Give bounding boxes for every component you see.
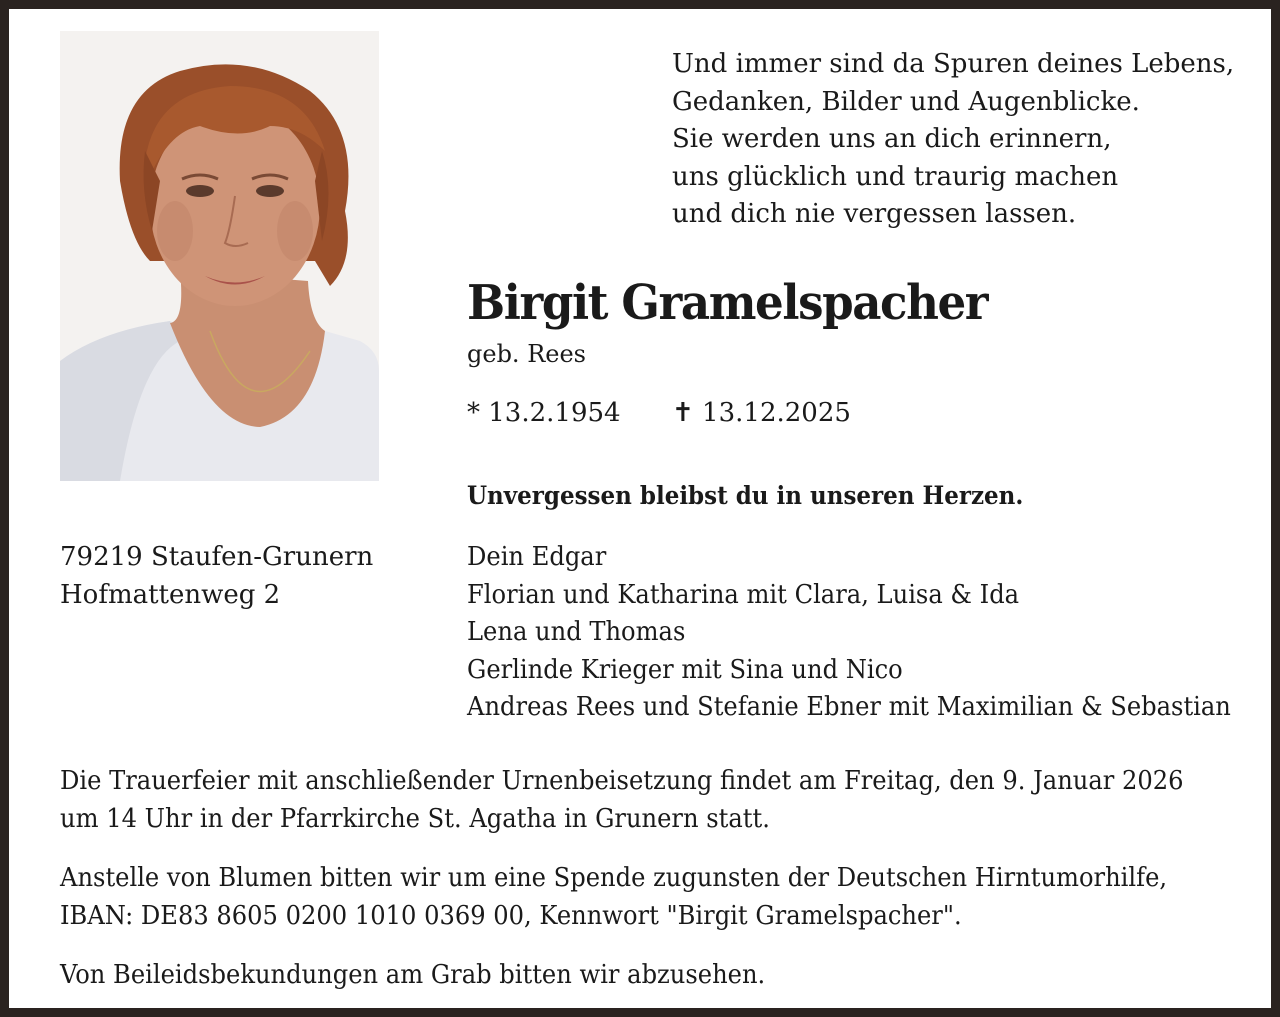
ceremony-notice [60, 763, 1184, 838]
memorial-motto: Unvergessen bleibst du in unseren Herzen. [467, 481, 1024, 510]
maiden-name: geb. Rees [467, 340, 586, 368]
birth-date: * 13.2.1954 [467, 398, 621, 428]
memorial-poem [672, 46, 1234, 234]
poem-line: Gedanken, Bilder und Augenblicke. [672, 86, 1140, 117]
mourner-line: Dein Edgar [467, 542, 607, 572]
donation-line: Anstelle von Blumen bitten wir um eine Spende zugunsten der Deutschen Hirntumorhilfe, [60, 863, 1168, 893]
poem-line: und dich nie vergessen lassen. [672, 199, 1077, 229]
poem-line: Sie werden uns an dich erinnern, [672, 124, 1112, 154]
mourner-line: Florian und Katharina mit Clara, Luisa & Ida [467, 579, 1020, 610]
mourner-line: Lena und Thomas [467, 617, 686, 647]
mourners-list [467, 539, 1231, 727]
closing-notice [60, 957, 765, 995]
poem-line: uns glücklich und traurig machen [672, 161, 1119, 192]
mourner-line: Andreas Rees und Stefanie Ebner mit Maximilian & Sebastian [467, 692, 1231, 722]
mourner-line: Gerlinde Krieger mit Sina und Nico [467, 654, 903, 685]
death-date: ✝ 13.12.2025 [672, 398, 851, 428]
deceased-name: Birgit Gramelspacher [467, 275, 988, 331]
poem-line: Und immer sind da Spuren deines Lebens, [672, 49, 1235, 79]
family-address [60, 539, 373, 614]
donation-notice [60, 860, 1167, 935]
ceremony-line: um 14 Uhr in der Pfarrkirche St. Agatha in Grunern statt. [60, 803, 770, 834]
donation-line: IBAN: DE83 8605 0200 1010 0369 00, Kennwort "Birgit Gramelspacher". [60, 900, 962, 931]
address-city: 79219 Staufen-Grunern [60, 542, 374, 572]
address-street: Hofmattenweg 2 [60, 579, 281, 610]
portrait-photo [60, 31, 379, 481]
closing-line: Von Beileidsbekundungen am Grab bitten wir abzusehen. [60, 960, 766, 990]
ceremony-line: Die Trauerfeier mit anschließender Urnenbeisetzung findet am Freitag, den 9. Januar 2026 [60, 766, 1184, 796]
